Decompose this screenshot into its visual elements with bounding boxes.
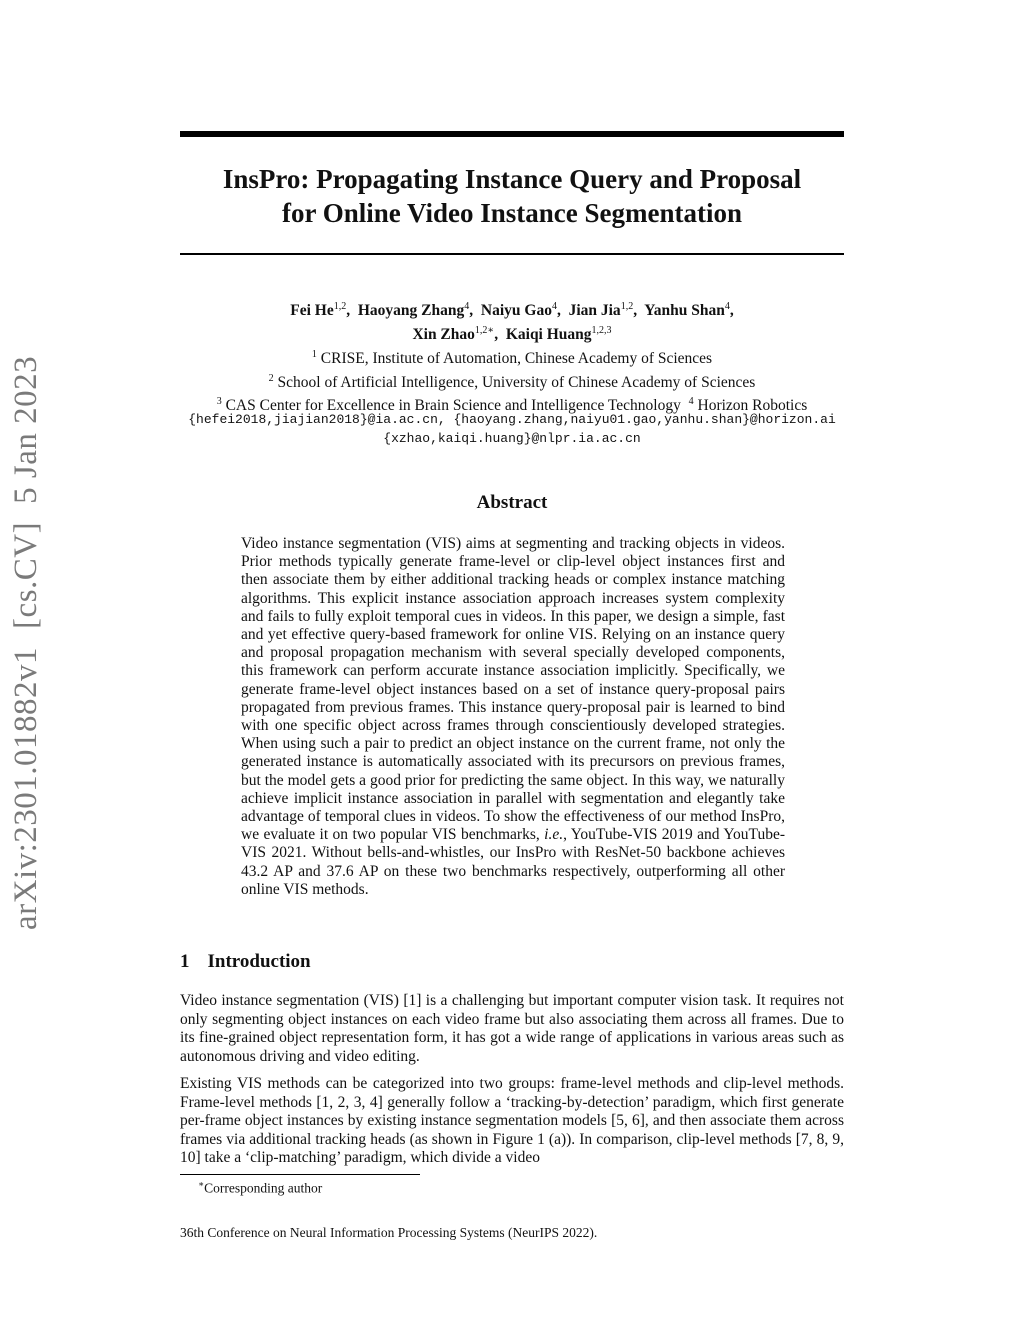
arxiv-category: [cs.CV]: [8, 521, 44, 629]
author-affil-mark: 4: [464, 301, 470, 312]
author-affil-mark: 1,2: [333, 301, 347, 312]
author-name: Yanhu Shan: [644, 302, 725, 320]
title-line-2: for Online Video Instance Segmentation: [281, 198, 742, 228]
author-line-2: Xin Zhao$^{1,2∗}$, Kaiqi Huang$^{1,2,3}$: [412, 325, 612, 344]
paper-title: [180, 162, 844, 230]
author-list: [180, 297, 844, 345]
author-name: Xin Zhao: [412, 326, 475, 344]
author-name: Jian Jia: [568, 302, 621, 320]
affiliation-mark: 4: [688, 396, 694, 408]
abstract-body: [241, 535, 785, 899]
abstract-heading: Abstract: [476, 492, 548, 513]
affiliation-1: [180, 345, 844, 369]
title-bottom-rule: [180, 253, 844, 255]
affiliation-text: CAS Center for Excellence in Brain Science and Intelligence Technology: [225, 397, 681, 415]
author-affil-mark: 4: [551, 301, 557, 312]
footnote-text: Corresponding author: [204, 1180, 323, 1196]
affiliation-text: School of Artificial Intelligence, University of Chinese Academy of Sciences: [277, 373, 756, 391]
author-name: Fei He: [290, 302, 334, 320]
affiliation-mark: 2: [268, 372, 274, 384]
abstract-text-part-2: , YouTube-VIS 2019 and YouTube-VIS 2021. Without bells-and-whistles, our InsPro with ResNet-50 backbone achieves 43.2 AP and 37.6 AP on these two benchmarks respectively, outperforming all other online VIS methods.: [241, 826, 786, 898]
footnote: [198, 1179, 322, 1197]
section-number: 1: [180, 951, 190, 972]
intro-paragraph-2: Existing VIS methods can be categorized into two groups: frame-level methods and clip-level methods. Frame-level methods [1, 2, 3, 4] generally follow a ‘tracking-by-detection’ paradigm, which first generate per-frame object instances by existing instance segmentation models [5, 6], and then associate them across frames via additional tracking heads (as shown in Figure 1 (a)). In comparison, clip-level methods [7, 8, 9, 10] take a ‘clip-matching’ paradigm, which divide a video: [180, 1075, 844, 1167]
affiliation-mark: 3: [216, 396, 222, 408]
title-line-1: InsPro: Propagating Instance Query and Proposal: [222, 164, 802, 194]
arxiv-date: 5 Jan 2023: [8, 355, 44, 504]
intro-paragraph-1: Video instance segmentation (VIS) [1] is a challenging but important computer vision task. It requires not only segmenting object instances on each video frame but also associating them across all frames. Due to its fine-grained object representation form, it has got a wide range of applications in various areas such as autonomous driving and video editing.: [180, 992, 844, 1065]
abstract-ie: i.e.: [544, 826, 564, 844]
affiliation-text: Horizon Robotics: [697, 397, 808, 415]
author-affil-mark: 1,2∗: [474, 325, 495, 337]
author-affil-mark: 1,2: [620, 301, 634, 312]
author-line-1: Fei He$^{1,2}$, Haoyang Zhang$^4$, Naiyu Gao$^4$, Jian Jia$^{1,2}$, Yanhu Shan$^4$,: [290, 301, 734, 320]
author-affil-mark: 4: [724, 301, 730, 312]
affiliation-text: CRISE, Institute of Automation, Chinese Academy of Sciences: [320, 350, 713, 368]
affiliation-mark: 1: [311, 349, 317, 360]
email-list: [170, 410, 854, 448]
venue-note: 36th Conference on Neural Information Processing Systems (NeurIPS 2022).: [180, 1225, 598, 1240]
affiliation-list: [180, 345, 844, 416]
email-line-1: {hefei2018,jiajian2018}@ia.ac.cn, {haoyang.zhang,naiyu01.gao,yanhu.shan}@horizon.ai: [188, 412, 836, 427]
author-name: Kaiqi Huang: [505, 326, 592, 344]
author-affil-mark: 1,2,3: [591, 325, 612, 337]
section-heading-introduction: [180, 951, 311, 973]
affiliation-2: [180, 369, 844, 393]
arxiv-id: arXiv:2301.01882v1: [8, 646, 44, 930]
arxiv-stamp: [8, 338, 45, 930]
footnote-mark: ∗: [198, 1179, 205, 1189]
section-title: Introduction: [207, 951, 311, 972]
email-line-2: {xzhao,kaiqi.huang}@nlpr.ia.ac.cn: [383, 431, 641, 446]
title-top-rule: [180, 131, 844, 137]
abstract-text-part-1: Video instance segmentation (VIS) aims at segmenting and tracking objects in videos. Prior methods typically generate frame-level or clip-level object instances first and then associate them by either additional tracking heads or complex instance matching algorithms. This explicit instance association approach increases system complexity and fails to fully exploit temporal cues in videos. In this paper, we design a simple, fast and yet effective query-based framework for online VIS. Relying on an instance query and proposal propagation mechanism with several specially developed components, this framework can perform accurate instance association implicitly. Specifically, we generate frame-level object instances based on a set of instance query-proposal pairs propagated from previous frames. This instance query-proposal pair is learned to bind with one specific object across frames through conscientiously developed strategies. When using such a pair to predict an object instance on the current frame, not only the generated instance is automatically associated with its precursors on previous frames, but the model gets a good prior for predicting the same object. In this way, we naturally achieve implicit instance association in parallel with segmentation and elegantly take advantage of temporal clues in videos. To show the effectiveness of our method InsPro, we evaluate it on two popular VIS benchmarks,: [241, 535, 785, 844]
author-name: Naiyu Gao: [480, 302, 552, 320]
author-name: Haoyang Zhang: [357, 302, 465, 320]
footnote-rule: [180, 1174, 420, 1175]
